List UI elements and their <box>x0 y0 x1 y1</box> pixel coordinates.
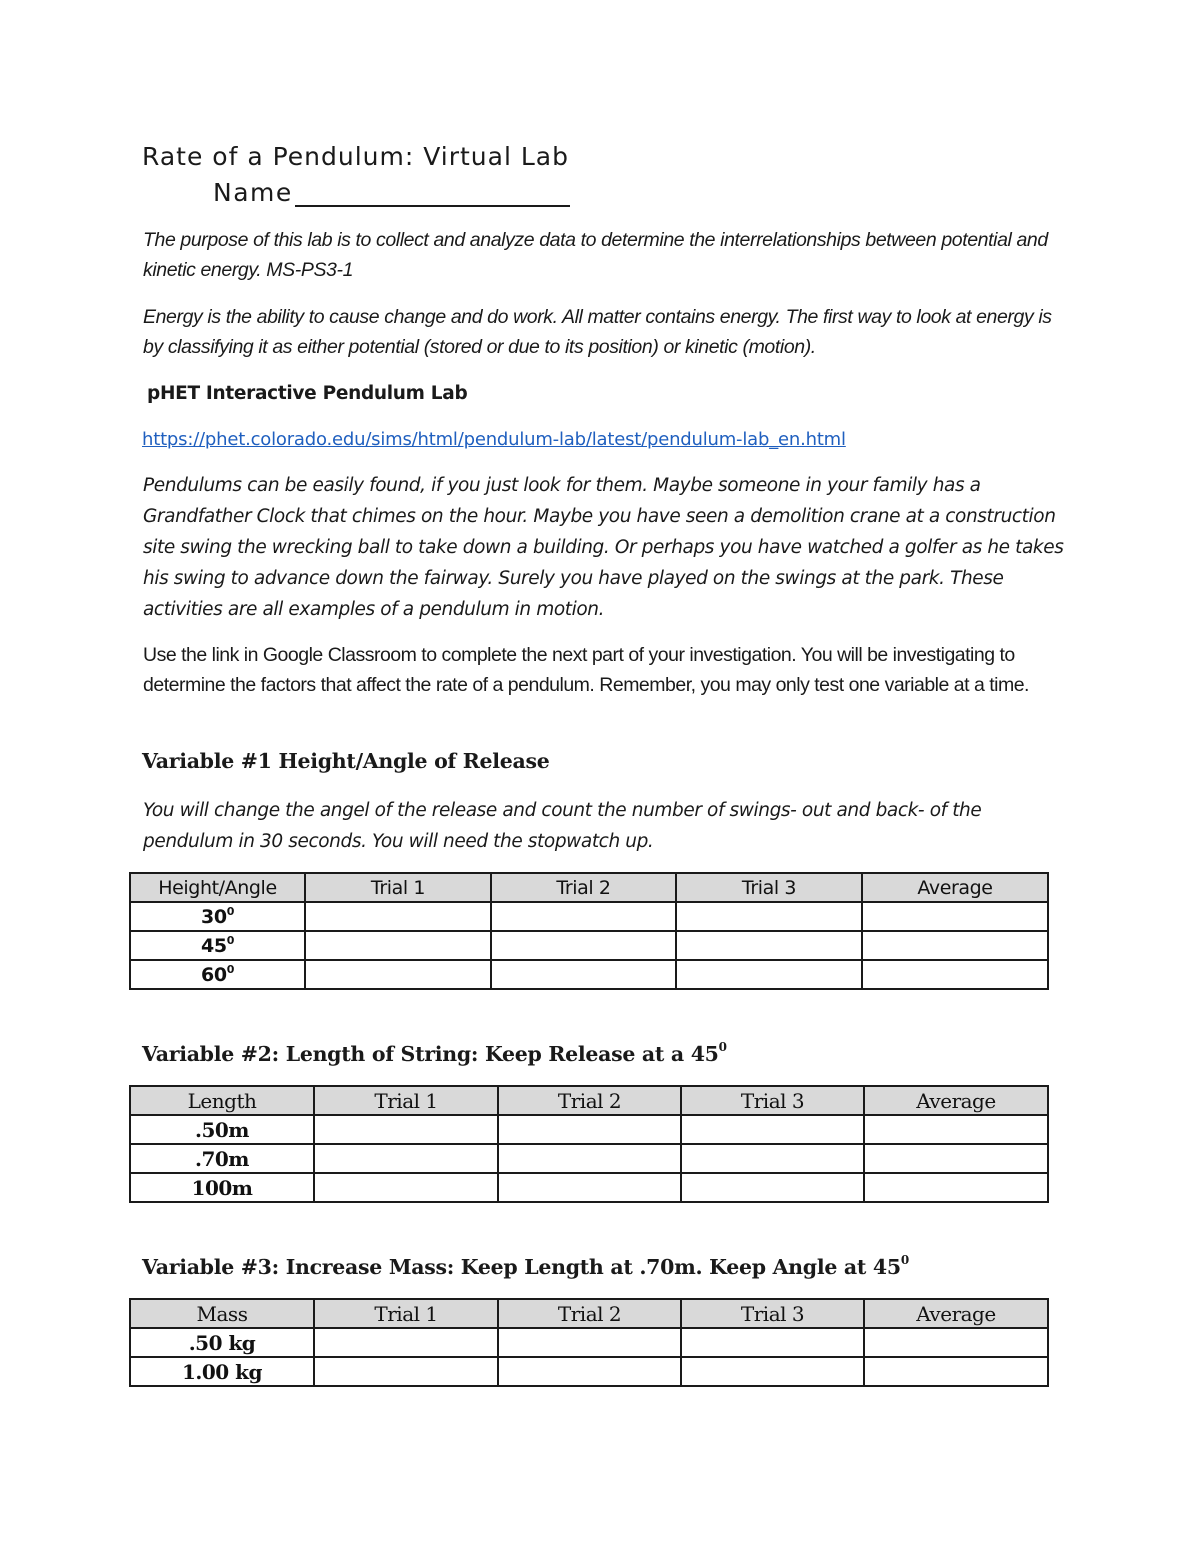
energy-paragraph: Energy is the ability to cause change and do work. All matter contains energy. The first way to look at energy is by classifying it as either potential (stored or due to its position) or kinetic (motion). <box>143 306 1052 358</box>
column-header: Length <box>130 1086 314 1115</box>
variable3-heading: Variable #3: Increase Mass: Keep Length at .70m. Keep Angle at $45^0$ <box>142 1253 909 1279</box>
table-row <box>130 1115 1048 1144</box>
row-label: .70m <box>130 1144 314 1173</box>
row-label: .50 kg <box>130 1328 314 1357</box>
column-header: Height/Angle <box>130 873 305 902</box>
column-header: Average <box>864 1086 1048 1115</box>
trial3-cell[interactable] <box>676 960 862 989</box>
row-label: $30^0$ <box>130 902 305 931</box>
trial2-cell[interactable] <box>491 902 676 931</box>
table-header-row <box>130 1086 1048 1115</box>
trial3-cell[interactable] <box>681 1144 864 1173</box>
table-row <box>130 1328 1048 1357</box>
trial1-cell[interactable] <box>305 960 491 989</box>
variable1-heading: Variable #1 Height/Angle of Release <box>142 749 550 773</box>
variable1-table <box>129 872 1049 990</box>
average-cell[interactable] <box>864 1173 1048 1202</box>
column-header: Mass <box>130 1299 314 1328</box>
table-header-row <box>130 1299 1048 1328</box>
average-cell[interactable] <box>864 1144 1048 1173</box>
column-header: Trial 3 <box>681 1086 864 1115</box>
trial1-cell[interactable] <box>314 1144 498 1173</box>
variable3-table <box>129 1298 1049 1387</box>
trial2-cell[interactable] <box>498 1173 681 1202</box>
average-cell[interactable] <box>864 1357 1048 1386</box>
table-row <box>130 1357 1048 1386</box>
variable2-table <box>129 1085 1049 1203</box>
row-label: $45^0$ <box>130 931 305 960</box>
column-header: Trial 3 <box>676 873 862 902</box>
trial3-cell[interactable] <box>681 1357 864 1386</box>
pendulum-paragraph: Pendulums can be easily found, if you just look for them. Maybe someone in your family has a Grandfather Clock that chimes on the hour. Maybe you have seen a demolition crane at a construction site swing the wrecking ball to take down a building. Or perhaps you have watched a golfer as he takes his swing to advance down the fairway. Surely you have played on the swings at the park. These activities are all examples of a pendulum in motion. <box>143 475 1064 620</box>
average-cell[interactable] <box>864 1328 1048 1357</box>
page-title: Rate of a Pendulum: Virtual Lab <box>142 142 569 171</box>
column-header: Trial 1 <box>314 1299 498 1328</box>
row-label: .50m <box>130 1115 314 1144</box>
trial2-cell[interactable] <box>498 1144 681 1173</box>
average-cell[interactable] <box>862 931 1048 960</box>
trial2-cell[interactable] <box>498 1328 681 1357</box>
trial2-cell[interactable] <box>498 1115 681 1144</box>
table-row <box>130 931 1048 960</box>
column-header: Trial 2 <box>498 1299 681 1328</box>
name-label: Name <box>213 178 293 207</box>
trial1-cell[interactable] <box>314 1115 498 1144</box>
average-cell[interactable] <box>864 1115 1048 1144</box>
trial1-cell[interactable] <box>314 1357 498 1386</box>
table-row <box>130 1144 1048 1173</box>
trial3-cell[interactable] <box>681 1115 864 1144</box>
table-row <box>130 960 1048 989</box>
average-cell[interactable] <box>862 902 1048 931</box>
row-label: 100m <box>130 1173 314 1202</box>
column-header: Trial 2 <box>491 873 676 902</box>
column-header: Average <box>864 1299 1048 1328</box>
average-cell[interactable] <box>862 960 1048 989</box>
row-label: 1.00 kg <box>130 1357 314 1386</box>
column-header: Trial 1 <box>314 1086 498 1115</box>
trial1-cell[interactable] <box>314 1328 498 1357</box>
lab-link-heading: pHET Interactive Pendulum Lab <box>147 383 468 404</box>
trial2-cell[interactable] <box>491 931 676 960</box>
trial2-cell[interactable] <box>498 1357 681 1386</box>
trial2-cell[interactable] <box>491 960 676 989</box>
name-blank-line <box>295 181 570 207</box>
trial1-cell[interactable] <box>305 931 491 960</box>
column-header: Trial 2 <box>498 1086 681 1115</box>
variable2-heading: Variable #2: Length of String: Keep Release at a $45^0$ <box>142 1040 727 1066</box>
table-row <box>130 902 1048 931</box>
name-field <box>213 178 570 207</box>
table-row <box>130 1173 1048 1202</box>
variable1-description: You will change the angel of the release and count the number of swings- out and back- of the pendulum in 30 seconds. You will need the stopwatch up. <box>143 800 982 852</box>
trial1-cell[interactable] <box>314 1173 498 1202</box>
instructions-paragraph: Use the link in Google Classroom to complete the next part of your investigation. You will be investigating to determine the factors that affect the rate of a pendulum. Remember, you may only test one variable at a time. <box>143 644 1029 696</box>
phet-lab-link[interactable]: https://phet.colorado.edu/sims/html/pendulum-lab/latest/pendulum-lab_en.html <box>142 429 846 450</box>
column-header: Trial 3 <box>681 1299 864 1328</box>
trial3-cell[interactable] <box>676 902 862 931</box>
table-header-row <box>130 873 1048 902</box>
purpose-paragraph: The purpose of this lab is to collect and analyze data to determine the interrelationships between potential and kinetic energy. MS-PS3-1 <box>143 229 1048 281</box>
trial3-cell[interactable] <box>676 931 862 960</box>
column-header: Average <box>862 873 1048 902</box>
column-header: Trial 1 <box>305 873 491 902</box>
trial3-cell[interactable] <box>681 1173 864 1202</box>
row-label: $60^0$ <box>130 960 305 989</box>
trial1-cell[interactable] <box>305 902 491 931</box>
trial3-cell[interactable] <box>681 1328 864 1357</box>
